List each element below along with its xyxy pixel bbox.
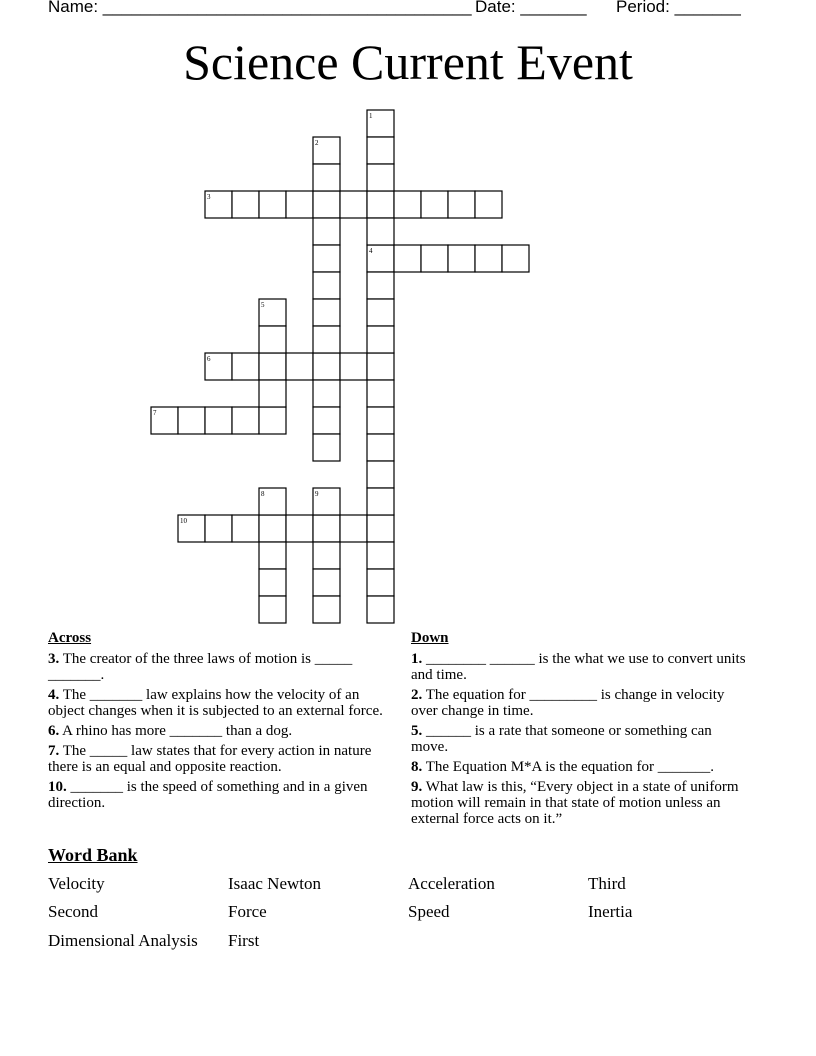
crossword-cell[interactable] [313,191,340,218]
crossword-cell[interactable] [259,542,286,569]
crossword-cell[interactable] [232,515,259,542]
crossword-cell[interactable] [367,218,394,245]
crossword-cell[interactable] [367,407,394,434]
crossword-cell[interactable] [313,434,340,461]
crossword-cell[interactable] [259,380,286,407]
crossword-cell[interactable] [259,407,286,434]
word-bank-item: Third [588,874,626,893]
word-bank-item: Acceleration [408,874,495,893]
clue-across-6: 6. A rhino has more _______ than a dog. [48,723,293,739]
crossword-cell[interactable] [313,326,340,353]
clue-across-4: 4. The _______ law explains how the velocity of an object changes when it is subjected to an external force. [48,687,383,719]
crossword-cell[interactable] [313,164,340,191]
crossword-cell[interactable] [367,272,394,299]
crossword-cell[interactable] [367,515,394,542]
crossword-cell[interactable] [313,272,340,299]
cell-number: 9 [315,490,319,498]
crossword-cell[interactable] [367,569,394,596]
crossword-cell[interactable] [367,191,394,218]
crossword-cell[interactable] [367,434,394,461]
crossword-cell[interactable] [313,299,340,326]
crossword-cell[interactable] [286,353,313,380]
crossword-cell[interactable] [367,596,394,623]
word-bank-item: Isaac Newton [228,874,321,893]
crossword-cell[interactable] [259,191,286,218]
crossword-cell[interactable] [259,353,286,380]
word-bank-item: Force [228,902,267,921]
crossword-cell[interactable] [313,407,340,434]
crossword-cell[interactable] [259,326,286,353]
crossword-cell[interactable] [340,515,367,542]
clue-across-7: 7. The _____ law states that for every action in nature there is an equal and opposite reaction. [48,743,372,775]
cell-number: 8 [261,490,265,498]
crossword-cell[interactable] [475,245,502,272]
crossword-cell[interactable] [367,353,394,380]
crossword-cell[interactable] [367,299,394,326]
crossword-cell[interactable] [313,245,340,272]
clue-down-2: 2. The equation for _________ is change in velocity over change in time. [411,687,725,719]
word-bank-item: Velocity [48,874,105,893]
crossword-cell[interactable] [259,596,286,623]
cell-number: 1 [369,112,373,120]
crossword-cell[interactable] [313,569,340,596]
crossword-cell[interactable] [313,596,340,623]
down-heading: Down [411,630,449,646]
crossword-cell[interactable] [232,191,259,218]
word-bank-item: Speed [408,902,450,921]
crossword-cell[interactable] [340,353,367,380]
crossword-cell[interactable] [448,191,475,218]
crossword-cell[interactable] [232,353,259,380]
crossword-cell[interactable] [313,353,340,380]
period-field[interactable]: Period: _______ [616,0,741,16]
down-clues [411,630,751,831]
crossword-cell[interactable] [286,191,313,218]
cell-number: 5 [261,301,265,309]
clue-down-8: 8. The Equation M*A is the equation for _______. [411,759,715,775]
across-clues [48,630,393,815]
clue-across-10: 10. _______ is the speed of something and in a given direction. [48,779,368,811]
crossword-cell[interactable] [259,515,286,542]
crossword-cell[interactable] [394,191,421,218]
crossword-cell[interactable] [475,191,502,218]
cell-number: 7 [153,409,157,417]
cell-number: 10 [180,517,187,525]
crossword-cell[interactable] [448,245,475,272]
crossword-cell[interactable] [286,515,313,542]
cell-number: 4 [369,247,373,255]
crossword-cell[interactable] [367,164,394,191]
word-bank-item: First [228,931,260,950]
crossword-cell[interactable] [394,245,421,272]
crossword-cell[interactable] [502,245,529,272]
word-bank-title: Word Bank [48,845,138,865]
crossword-cell[interactable] [205,407,232,434]
date-field[interactable]: Date: _______ [475,0,587,16]
clue-across-3: 3. The creator of the three laws of motion is _____ _______. [48,651,353,683]
word-bank-item: Second [48,902,99,921]
crossword-cell[interactable] [313,542,340,569]
crossword-cell[interactable] [232,407,259,434]
page-title: Science Current Event [183,34,633,90]
crossword-cell[interactable] [313,515,340,542]
word-bank-item: Dimensional Analysis [48,931,198,950]
crossword-cell[interactable] [367,380,394,407]
crossword-cell[interactable] [367,542,394,569]
crossword-cell[interactable] [313,218,340,245]
cell-number: 6 [207,355,211,363]
crossword-cell[interactable] [421,191,448,218]
cell-number: 2 [315,139,319,147]
name-field[interactable]: Name: _______________________________________ [48,0,472,16]
crossword-cell[interactable] [313,380,340,407]
crossword-cell[interactable] [259,569,286,596]
word-bank-item: Inertia [588,902,633,921]
crossword-cell[interactable] [367,137,394,164]
clue-down-1: 1. ________ ______ is the what we use to convert units and time. [411,651,746,683]
crossword-cell[interactable] [367,461,394,488]
crossword-cell[interactable] [367,326,394,353]
crossword-cell[interactable] [340,191,367,218]
crossword-cell[interactable] [205,515,232,542]
crossword-cell[interactable] [367,488,394,515]
across-heading: Across [48,630,92,646]
cell-number: 3 [207,193,211,201]
crossword-cell[interactable] [178,407,205,434]
clue-down-9: 9. What law is this, “Every object in a state of uniform motion will remain in that state of motion unless an external force acts on it.” [411,779,739,827]
crossword-cell[interactable] [421,245,448,272]
clue-down-5: 5. ______ is a rate that someone or something can move. [411,723,712,755]
